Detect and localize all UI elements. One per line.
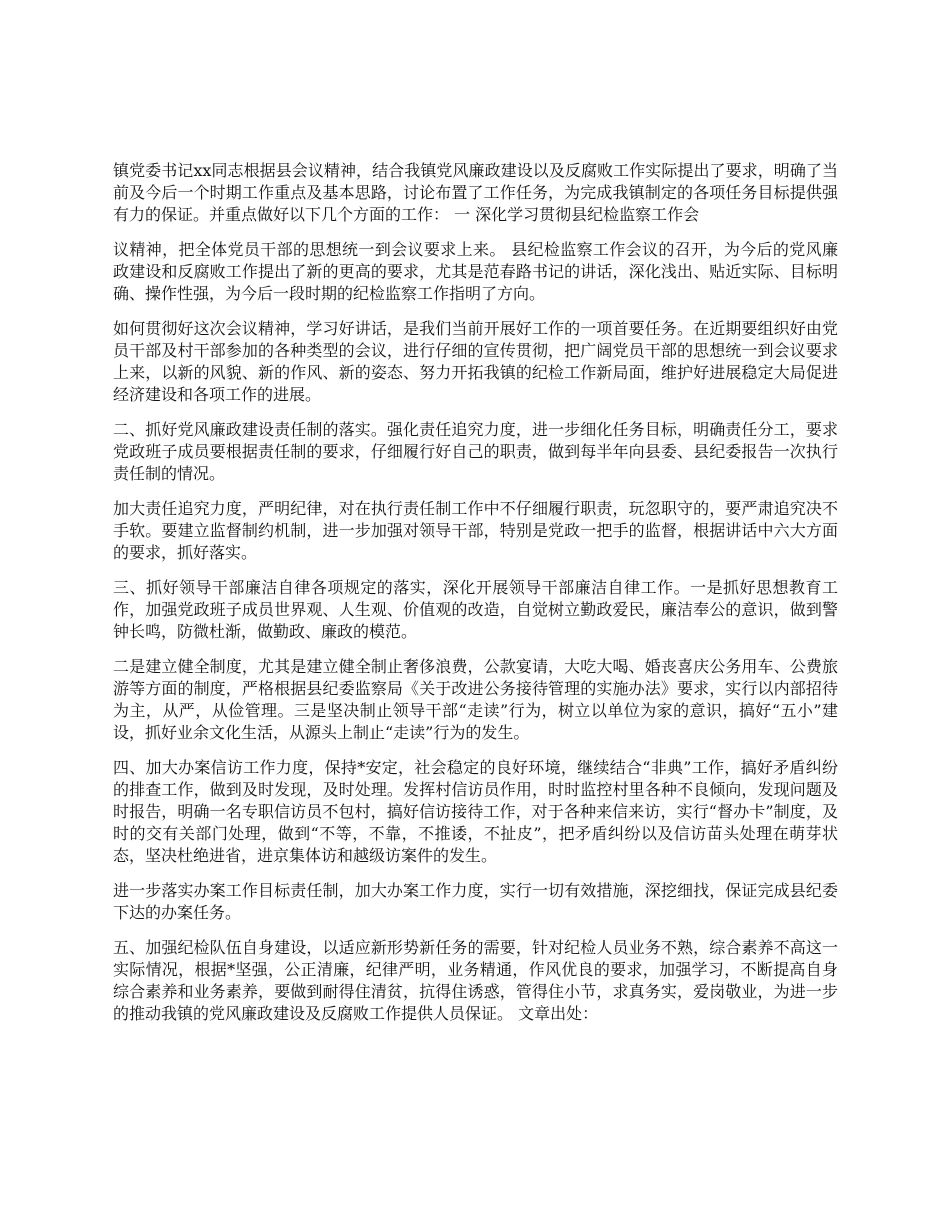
paragraph-5: 加大责任追究力度，严明纪律，对在执行责任制工作中不仔细履行职责，玩忽职守的，要严肃追究决不手软。要建立监督制约机制，进一步加强对领导干部，特别是党政一把手的监督，根据讲话中六大方面的要求，抓好落实。 [113, 499, 838, 562]
paragraph-9: 进一步落实办案工作目标责任制，加大办案工作力度，实行一切有效措施，深挖细找，保证完成县纪委下达的办案任务。 [113, 881, 838, 922]
paragraph-6: 三、抓好领导干部廉洁自律各项规定的落实，深化开展领导干部廉洁自律工作。一是抓好思想教育工作，加强党政班子成员世界观、人生观、价值观的改造，自觉树立勤政爱民，廉洁奉公的意识，做到警钟长鸣，防微杜渐，做勤政、廉政的模范。 [113, 578, 838, 641]
paragraph-8: 四、加大办案信访工作力度，保持*安定，社会稳定的良好环境，继续结合“非典”工作，搞好矛盾纠纷的排查工作，做到及时发现，及时处理。发挥村信访员作用，时时监控村里各种不良倾向，发现问题及时报告，明确一名专职信访员不包村，搞好信访接待工作，对于各种来信来访，实行“督办卡”制度，及时的交有关部门处理，做到“不等，不靠，不推诿，不扯皮”，把矛盾纠纷以及信访苗头处理在萌芽状态，坚决杜绝进省，进京集体访和越级访案件的发生。 [113, 758, 838, 865]
paragraph-3: 如何贯彻好这次会议精神，学习好讲话，是我们当前开展好工作的一项首要任务。在近期要组织好由党员干部及村干部参加的各种类型的会议，进行仔细的宣传贯彻，把广阔党员干部的思想统一到会议要求上来，以新的风貌、新的作风、新的姿态、努力开拓我镇的纪检工作新局面，维护好进展稳定大局促进经济建设和各项工作的进展。 [113, 319, 838, 404]
paragraph-2: 议精神，把全体党员干部的思想统一到会议要求上来。 县纪检监察工作会议的召开，为今后的党风廉政建设和反腐败工作提出了新的更高的要求，尤其是范春路书记的讲话，深化浅出、贴近实际、目标明确、操作性强，为今后一段时期的纪检监察工作指明了方向。 [113, 240, 838, 303]
paragraph-1: 镇党委书记xx同志根据县会议精神，结合我镇党风廉政建设以及反腐败工作实际提出了要求，明确了当前及今后一个时期工作重点及基本思路，讨论布置了工作任务，为完成我镇制定的各项任务目标提供强有力的保证。并重点做好以下几个方面的工作： 一 深化学习贯彻县纪检监察工作会 [113, 161, 838, 224]
paragraph-4: 二、抓好党风廉政建设责任制的落实。强化责任追究力度，进一步细化任务目标，明确责任分工，要求党政班子成员要根据责任制的要求，仔细履行好自己的职责，做到每半年向县委、县纪委报告一次执行责任制的情况。 [113, 420, 838, 483]
paragraph-7: 二是建立健全制度，尤其是建立健全制止奢侈浪费，公款宴请，大吃大喝、婚丧喜庆公务用车、公费旅游等方面的制度，严格根据县纪委监察局《关于改进公务接待管理的实施办法》要求，实行以内部招待为主，从严，从俭管理。三是坚决制止领导干部“走读”行为，树立以单位为家的意识，搞好“五小”建设，抓好业余文化生活，从源头上制止“走读”行为的发生。 [113, 657, 838, 742]
paragraph-10: 五、加强纪检队伍自身建设，以适应新形势新任务的需要，针对纪检人员业务不熟，综合素养不高这一实际情况，根据*坚强，公正清廉，纪律严明，业务精通，作风优良的要求，加强学习，不断提高自身综合素养和业务素养，要做到耐得住清贫，抗得住诱惑，管得住小节，求真务实，爱岗敬业，为进一步的推动我镇的党风廉政建设及反腐败工作提供人员保证。 文章出处： [113, 938, 838, 1023]
document-body [113, 160, 838, 1038]
